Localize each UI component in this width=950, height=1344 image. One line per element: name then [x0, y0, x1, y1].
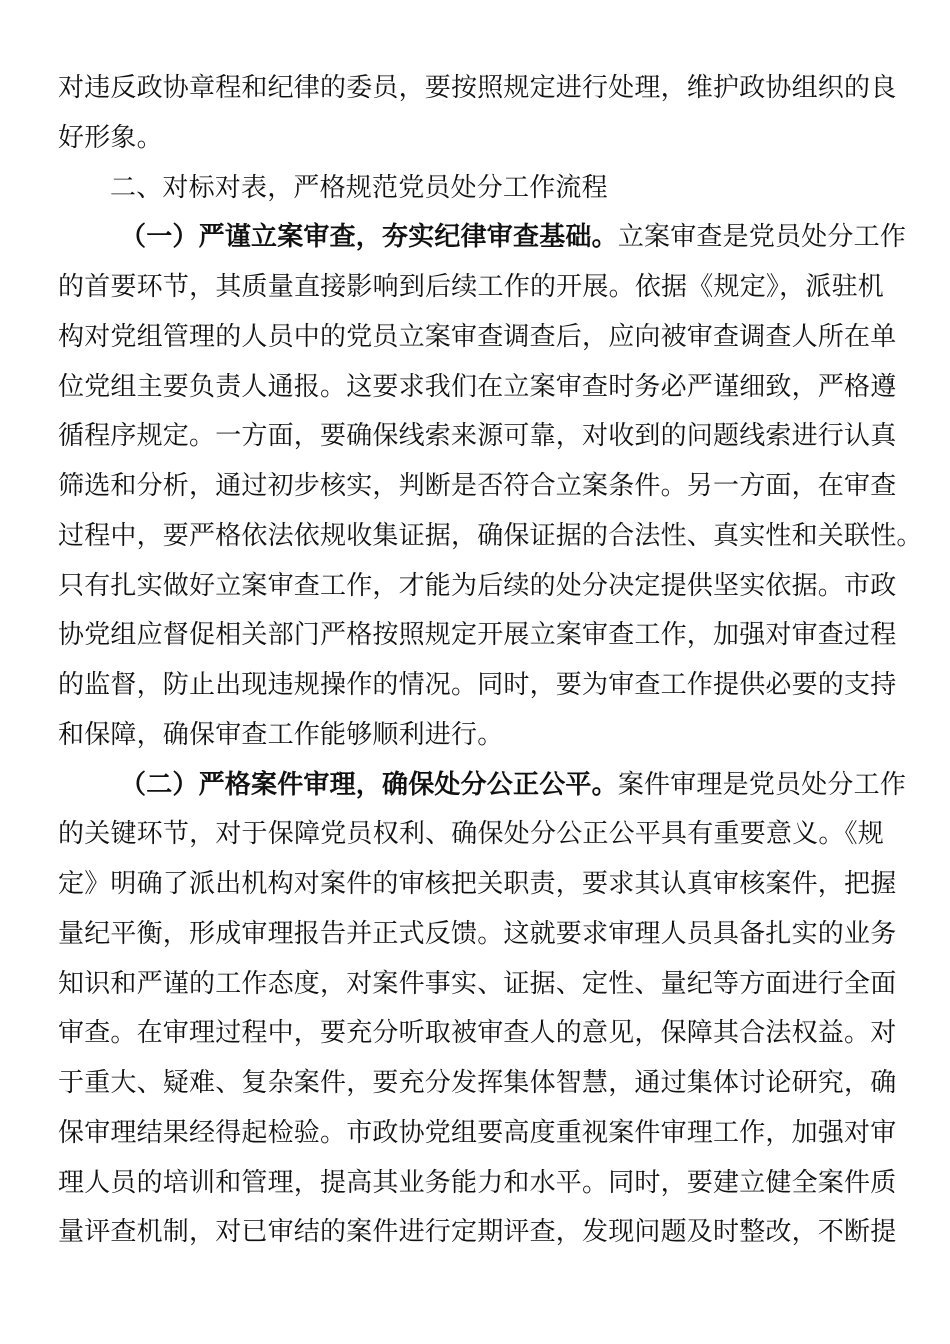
- paragraph-line: 和保障，确保审查工作能够顺利进行。: [58, 719, 504, 750]
- paragraph-lead: （一）严谨立案审查，夯实纪律审查基础。: [120, 222, 618, 253]
- paragraph-line: 审查。在审理过程中，要充分听取被审查人的意见，保障其合法权益。对: [58, 1018, 897, 1049]
- paragraph-line: 循程序规定。一方面，要确保线索来源可靠，对收到的问题线索进行认真: [58, 421, 897, 452]
- paragraph-first-rest: 立案审查是党员处分工作: [617, 222, 907, 253]
- paragraph-line: 保审理结果经得起检验。市政协党组要高度重视案件审理工作，加强对审: [58, 1117, 897, 1148]
- paragraph-line: 的关键环节，对于保障党员权利、确保处分公正公平具有重要意义。《规: [58, 819, 884, 850]
- paragraph-line: 知识和严谨的工作态度，对案件事实、证据、定性、量纪等方面进行全面: [58, 968, 897, 999]
- paragraph-line: 量纪平衡，形成审理报告并正式反馈。这就要求审理人员具备扎实的业务: [58, 918, 897, 949]
- paragraph-line: 协党组应督促相关部门严格按照规定开展立案审查工作，加强对审查过程: [58, 620, 897, 651]
- paragraph-first-line: [58, 213, 907, 263]
- paragraph-line: 的监督，防止出现违规操作的情况。同时，要为审查工作提供必要的支持: [58, 670, 897, 700]
- paragraph-line: 定》明确了派出机构对案件的审核把关职责，要求其认真审核案件，把握: [58, 869, 897, 899]
- paragraph-line: 量评查机制，对已审结的案件进行定期评查，发现问题及时整改，不断提: [58, 1217, 897, 1248]
- paragraph-line: 对违反政协章程和纪律的委员，要按照规定进行处理，维护政协组织的良: [58, 73, 897, 103]
- paragraph-first-rest: 案件审理是党员处分工作: [617, 769, 907, 800]
- paragraph-line: 筛选和分析，通过初步核实，判断是否符合立案条件。另一方面，在审查: [58, 471, 897, 501]
- paragraph-first-line: [58, 761, 907, 811]
- paragraph-line: 于重大、疑难、复杂案件，要充分发挥集体智慧，通过集体讨论研究，确: [58, 1068, 897, 1098]
- paragraph-line: 的首要环节，其质量直接影响到后续工作的开展。依据《规定》，派驻机: [58, 272, 884, 302]
- paragraph-line: 只有扎实做好立案审查工作，才能为后续的处分决定提供坚实依据。市政: [58, 570, 897, 601]
- body-text: [58, 64, 923, 1258]
- paragraph-line: 过程中，要严格依法依规收集证据，确保证据的合法性、真实性和关联性。: [58, 520, 923, 551]
- paragraph-line: 好形象。: [58, 122, 163, 153]
- paragraph-lead: （二）严格案件审理，确保处分公正公平。: [120, 769, 618, 800]
- paragraph-line: 理人员的培训和管理，提高其业务能力和水平。同时，要建立健全案件质: [58, 1167, 897, 1198]
- section-heading: 二、对标对表，严格规范党员处分工作流程: [110, 172, 608, 203]
- paragraph-line: 位党组主要负责人通报。这要求我们在立案审查时务必严谨细致，严格遵: [58, 371, 897, 402]
- paragraph-line: 构对党组管理的人员中的党员立案审查调查后，应向被审查调查人所在单: [58, 321, 897, 352]
